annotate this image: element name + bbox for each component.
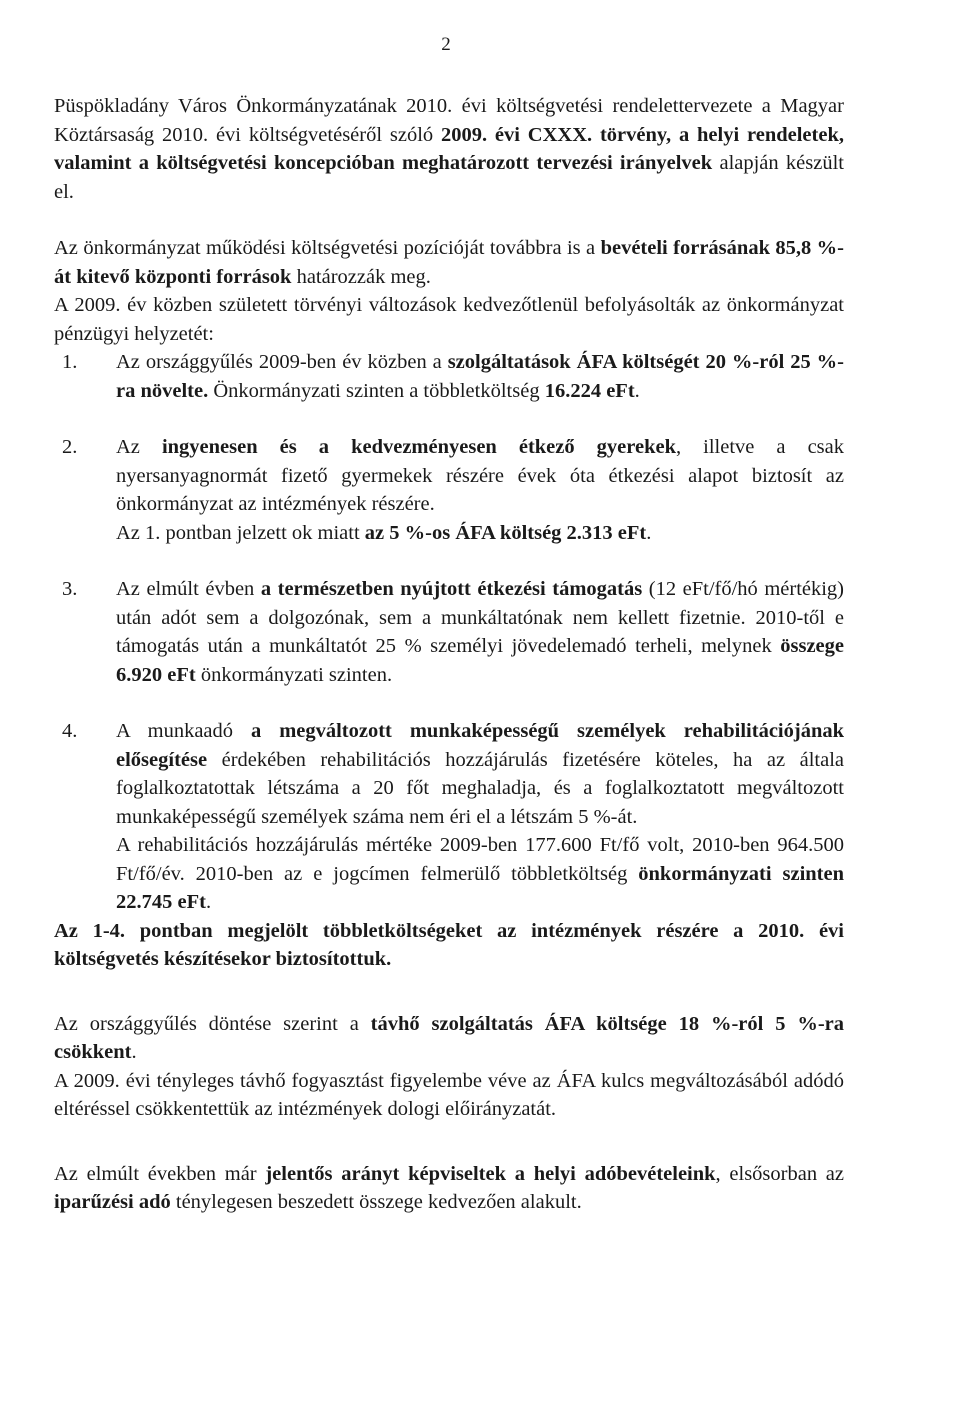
- list-item-number: 3.: [62, 578, 78, 600]
- list-item-bold-text: a megváltozott munkaképességű személyek rehabilitációjának elősegítése: [116, 720, 844, 771]
- list-item-text: A rehabilitációs hozzájárulás mértéke 2009-ben 177.600 Ft/fő volt, 2010-ben 964.500 Ft/fő/év. 2010-ben az e jogcímen felmerülő többletköltség: [116, 834, 844, 885]
- list-item: [54, 348, 844, 405]
- list-item-text: Önkormányzati szinten a többletköltség: [208, 379, 545, 402]
- list-item-text: (12 eFt/fő/hó mértékig) után adót sem a dolgozónak, sem a munkáltatónak nem kellett fizetnie. 2010-től e támogatás után a munkáltatót 25 % személyi jövedelemadó terheli, melynek: [116, 578, 845, 657]
- revenue-bold-text: bevételi forrásának 85,8 %-át kitevő központi források: [54, 237, 844, 288]
- intro-bold-text: 2009. évi CXXX. törvény, a helyi rendeletek, valamint a költségvetési koncepcióban meghatározott tervezési irányelvek: [54, 123, 844, 174]
- local-taxes-paragraph: [54, 1160, 844, 1217]
- district-heating-detail-paragraph: A 2009. évi tényleges távhő fogyasztást figyelembe véve az ÁFA kulcs megváltozásából adódó eltéréssel csökkentettük az intézmények dologi előirányzatát.: [54, 1069, 844, 1120]
- list-item-text: Az országgyűlés 2009-ben év közben a: [116, 351, 448, 373]
- intro-text-end: alapján készült el.: [54, 152, 844, 203]
- list-item: [54, 717, 844, 917]
- changes-list: [54, 348, 844, 917]
- district-heating-bold-text: távhő szolgáltatás ÁFA költsége 18 %-ról 5 %-ra csökkent: [54, 1012, 844, 1063]
- local-taxes-text: ténylegesen beszedett összege kedvezően alakult.: [170, 1191, 582, 1213]
- revenue-text-end: határozzák meg.: [291, 265, 431, 288]
- district-heating-text: .: [131, 1041, 137, 1063]
- list-item-text: önkormányzati szinten.: [195, 663, 393, 686]
- list-item-text: Az 1. pontban jelzett ok miatt: [116, 521, 365, 544]
- page-number: 2: [441, 34, 451, 55]
- list-item-text: .: [646, 521, 652, 544]
- local-taxes-bold-tax: iparűzési adó: [54, 1191, 171, 1213]
- list-item-text: .: [634, 379, 640, 402]
- list-item-text: Az: [116, 436, 162, 458]
- district-heating-text: Az országgyűlés döntése szerint a: [54, 1012, 371, 1035]
- intro-paragraph: [54, 92, 844, 206]
- local-taxes-text: , elsősorban az: [715, 1162, 844, 1185]
- list-item-bold-text: a természetben nyújtott étkezési támogatás: [260, 578, 643, 600]
- intro-text: Püspökladány Város Önkormányzatának 2010. évi költségvetési rendelettervezete a Magyar Köztársaság 2010. évi költségvetéséről szóló: [54, 95, 844, 146]
- list-item-number: 1.: [62, 351, 78, 373]
- list-item-number: 2.: [62, 436, 78, 458]
- revenue-paragraph: [54, 234, 844, 291]
- list-item-bold-amount: összege 6.920 eFt: [116, 635, 844, 686]
- revenue-text: Az önkormányzat működési költségvetési pozícióját továbbra is a: [54, 237, 601, 259]
- list-item-bold-text: szolgáltatások ÁFA költségét 20 %-ról 25 %-ra növelte.: [116, 351, 845, 402]
- list-item-text: A munkaadó: [116, 720, 251, 742]
- summary-paragraph: Az 1-4. pontban megjelölt többletköltségeket az intézmények részére a 2010. évi költségvetés készítésekor biztosítottuk.: [54, 919, 844, 970]
- list-item-bold-amount: az 5 %-os ÁFA költség 2.313 eFt: [364, 521, 647, 544]
- list-item-text: .: [205, 891, 212, 913]
- changes-intro-paragraph: A 2009. év közben született törvényi változások kedvezőtlenül befolyásolták az önkormányzat pénzügyi helyzetét:: [54, 294, 844, 345]
- list-item-text: Az elmúlt évben: [116, 578, 261, 600]
- list-item-text: érdekében rehabilitációs hozzájárulás fizetésére köteles, ha az általa foglalkoztatottak létszáma a 20 főt meghaladja, és a foglalkoztatott megváltozott munkaképességű személyek száma nem éri el a létszám 5 %-át.: [116, 748, 844, 828]
- list-item-bold-amount: 16.224 eFt: [544, 379, 635, 402]
- list-item-number: 4.: [62, 720, 78, 742]
- list-item: [54, 433, 844, 547]
- list-item-bold-text: ingyenesen és a kedvezményesen étkező gyerekek: [161, 436, 676, 458]
- local-taxes-text: Az elmúlt években már: [54, 1162, 266, 1185]
- list-item: [54, 575, 844, 689]
- district-heating-paragraph: [54, 1010, 844, 1067]
- list-item-text: , illetve a csak nyersanyagnormát fizető gyermekek részére évek óta étkezési alapot biztosít az önkormányzat az intézmények részére.: [116, 436, 844, 515]
- list-item-bold-amount: önkormányzati szinten 22.745 eFt: [116, 862, 844, 913]
- document-body: [54, 92, 844, 1217]
- local-taxes-bold-text: jelentős arányt képviseltek a helyi adóbevételeink: [265, 1162, 716, 1185]
